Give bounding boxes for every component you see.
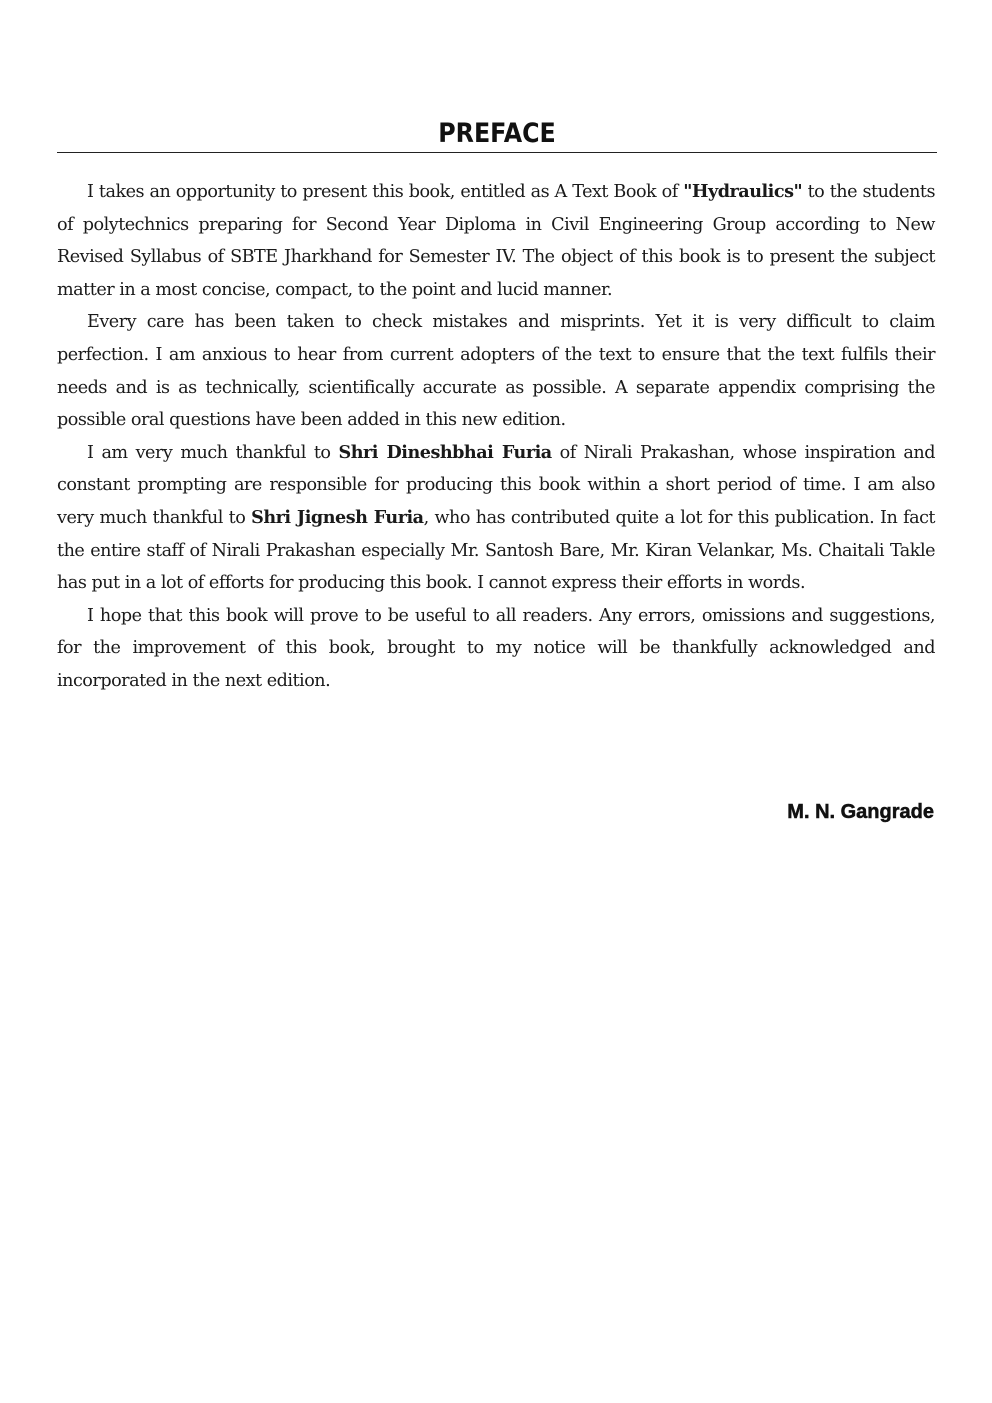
book-title-emphasis: "Hydraulics" xyxy=(683,181,803,202)
text-run: I am very much thankful to xyxy=(87,442,339,463)
author-signature: M. N. Gangrade xyxy=(787,801,934,823)
paragraph-4 xyxy=(57,600,935,698)
person-name-emphasis: Shri Dineshbhai Furia xyxy=(338,441,552,463)
text-run: I hope that this book will prove to be useful to all readers. Any errors, omissions and suggestions, for the improvement of this book, brought to my notice will be thankfully acknowledged and incorporated in the next edition. xyxy=(57,605,935,691)
page-title: PREFACE xyxy=(438,118,556,149)
text-run: I takes an opportunity to present this book, entitled as A Text Book of xyxy=(87,182,684,202)
text-run: Every care has been taken to check mistakes and misprints. Yet it is very difficult to claim perfection. I am anxious to hear from current adopters of the text to ensure that the text fulfils their needs and is as technically, scientifically accurate as possible. A separate appendix comprising the possible oral questions have been added in this new edition. xyxy=(57,312,935,431)
text-run: of Nirali Prakashan, whose inspiration and constant prompting are responsible for producing this book within a short period of time. I am also very much thankful to xyxy=(57,442,936,528)
preface-body xyxy=(57,176,935,698)
text-run: , who has contributed quite a lot for this publication. In fact the entire staff of Nirali Prakashan especially Mr. Santosh Bare, Mr. Kiran Velankar, Ms. Chaitali Takle has put in a lot of efforts for producing this book. I cannot express their efforts in words. xyxy=(57,507,935,594)
paragraph-3 xyxy=(57,437,935,600)
title-divider xyxy=(57,152,937,153)
paragraph-1 xyxy=(57,176,935,306)
text-run: to the students of polytechnics preparing for Second Year Diploma in Civil Engineering Group according to New Revised Syllabus of SBTE Jharkhand for Semester IV. The object of this book is to present the subject matter in a most concise, compact, to the point and lucid manner. xyxy=(57,182,936,300)
paragraph-2 xyxy=(57,306,935,436)
person-name-emphasis: Shri Jignesh Furia xyxy=(251,506,424,528)
